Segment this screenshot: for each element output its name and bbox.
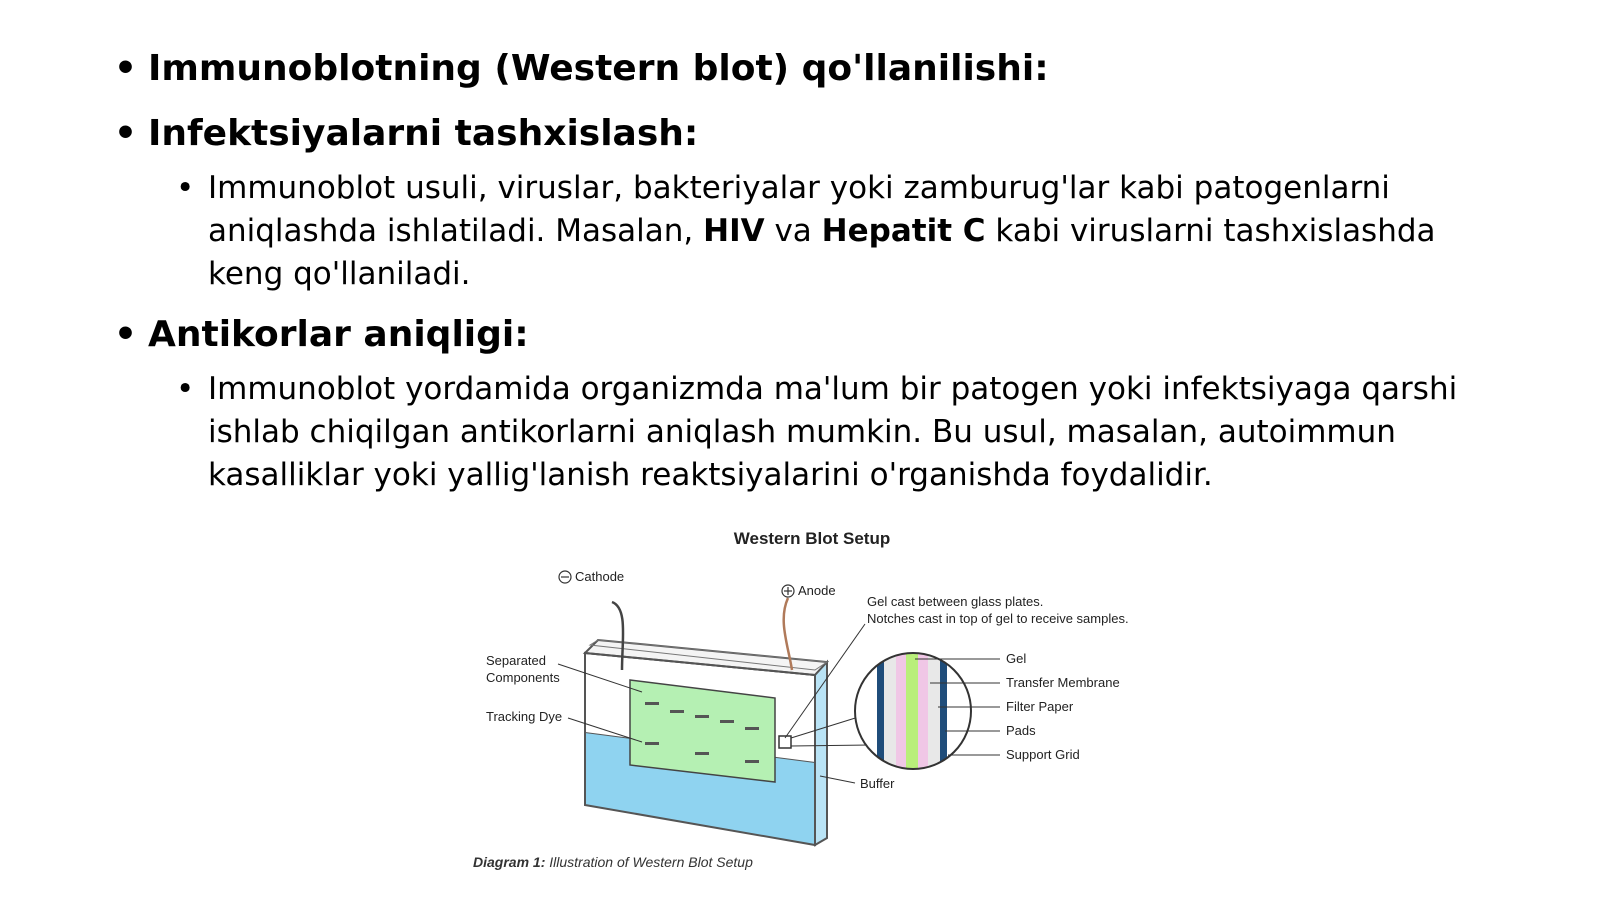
- band: [670, 710, 684, 713]
- band: [745, 760, 759, 763]
- gel-note-line-1: Gel cast between glass plates.: [867, 594, 1044, 609]
- buffer-label: Buffer: [860, 776, 895, 791]
- layer-label: Transfer Membrane: [1006, 675, 1120, 690]
- sub-bullet-infections: [208, 167, 1478, 296]
- gel-note-line-2: Notches cast in top of gel to receive samples.: [867, 611, 1129, 626]
- anode-label: Anode: [798, 583, 836, 598]
- sub-bullet-text: va: [764, 213, 822, 249]
- sub-bullet-text: Immunoblot usuli, viruslar, bakteriyalar yoki zamburug'lar kabi patogenlarni aniqlashda ishlatiladi. Masalan,: [208, 170, 1390, 249]
- diagram-caption: [473, 854, 753, 870]
- sub-bullet-text: kabi viruslarni tashxislashda keng qo'llaniladi.: [208, 213, 1436, 292]
- bold-hiv: HIV: [703, 213, 765, 249]
- bullet-heading-infections: • Infektsiyalarni tashxislash:: [148, 112, 698, 156]
- bullet-heading-applications: • Immunoblotning (Western blot) qo'llanilishi:: [148, 47, 1049, 91]
- band: [645, 742, 659, 745]
- layer-label: Filter Paper: [1006, 699, 1074, 714]
- bullet-heading-antibodies: • Antikorlar aniqligi:: [148, 313, 529, 357]
- gel-plate: [630, 680, 775, 782]
- bold-hepatit-c: Hepatit C: [821, 213, 986, 249]
- band: [695, 715, 709, 718]
- caption-label: Diagram 1:: [473, 854, 546, 870]
- layer-label: Support Grid: [1006, 747, 1080, 762]
- cathode-label: Cathode: [575, 569, 625, 584]
- separated-label-2: Components: [486, 670, 560, 685]
- layer-label: Gel: [1006, 651, 1027, 666]
- western-blot-diagram: [470, 520, 1170, 890]
- layer-label: Pads: [1006, 723, 1036, 738]
- separated-label-1: Separated: [486, 653, 546, 668]
- sub-bullet-antibodies: • Immunoblot yordamida organizmda ma'lum bir patogen yoki infektsiyaga qarshi ishlab chiqilgan antikorlarni aniqlash mumkin. Bu usul, masalan, autoimmun kasalliklar yoki yallig'lanish reaktsiyalarini o'rganishda foydalidir.: [208, 368, 1478, 497]
- band: [745, 727, 759, 730]
- diagram-title: Western Blot Setup: [733, 529, 891, 548]
- band: [645, 702, 659, 705]
- caption-text: Illustration of Western Blot Setup: [545, 854, 753, 870]
- tracking-dye-label: Tracking Dye: [486, 709, 563, 724]
- band: [695, 752, 709, 755]
- band: [720, 720, 734, 723]
